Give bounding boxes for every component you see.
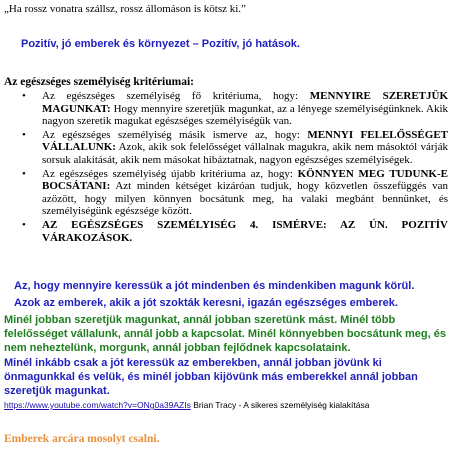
- blue-paragraph-1: Az, hogy mennyire keressük a jót mindenben és mindenkiben magunk körül.: [14, 280, 415, 292]
- criteria-keyword: MENNYI FELELŐSSÉGET VÁLLALUNK:: [42, 128, 448, 154]
- blue-paragraph-3: Minél inkább csak a jót keressük az emberekben, annál jobban jövünk ki önmagunkkal és velük, és minél jobban kijövünk más emberekkel annál jobban szeretjük magunkat.: [4, 357, 418, 397]
- criteria-keyword: KÖNNYEN MEG TUDUNK-E BOCSÁTANI:: [42, 167, 448, 193]
- criteria-list: [20, 90, 448, 245]
- criteria-item: [20, 168, 448, 218]
- criteria-keyword: AZ EGÉSZSÉGES SZEMÉLYISÉG 4. ISMÉRVE: AZ ÚN. POZITÍV VÁRAKOZÁSOK.: [42, 218, 448, 244]
- criteria-text: Azok, akik sok felelősséget vállalnak magukra, akik nem másoktól várják sorsuk alakítását, akik nem másokat hibáztatnak, nagyon egészséges személyiségek.: [42, 141, 448, 166]
- bullet-icon: •: [22, 167, 26, 180]
- criteria-item: [20, 219, 448, 244]
- criteria-intro: Az egészséges személyiség másik ismerve az, hogy:: [42, 128, 308, 141]
- subtitle: Pozitív, jó emberek és környezet – Pozitív, jó hatások.: [21, 38, 300, 50]
- criteria-text: Azt minden kétséget kizáróan tudjuk, hogy közvetlen összefüggés van azözött, hogy milyen könnyen bocsátunk meg, ha valaki megbánt bennünket, és személyiségünk egészsége között.: [42, 180, 448, 218]
- green-paragraph: Minél jobban szeretjük magunkat, annál jobban szeretünk mást. Minél több felelősséget vállalunk, annál jobb a kapcsolat. Minél könnyebben bocsátunk meg, és nem neheztelünk, morgunk, annál jobban fejlődnek kapcsolataink.: [4, 314, 446, 354]
- bullet-icon: •: [22, 218, 26, 231]
- video-link[interactable]: https://www.youtube.com/watch?v=ONg0a39AZIs: [4, 400, 191, 410]
- video-caption: Brian Tracy - A sikeres személyiség kialakítása: [190, 400, 370, 410]
- bullet-icon: •: [22, 128, 26, 141]
- bullet-icon: •: [22, 90, 26, 102]
- closing-line: Emberek arcára mosolyt csalni.: [4, 433, 160, 445]
- criteria-item: [20, 129, 448, 167]
- criteria-heading: Az egészséges személyiség kritériumai:: [4, 76, 194, 88]
- criteria-keyword: MENNYIRE SZERETJÜK MAGUNKAT:: [42, 90, 448, 115]
- video-reference: [4, 400, 369, 410]
- criteria-intro: Az egészséges személyiség fő kritériuma, hogy:: [42, 90, 310, 102]
- blue-paragraph-2: Azok az emberek, akik a jót szokták keresni, igazán egészséges emberek.: [14, 297, 398, 309]
- criteria-item: [20, 90, 448, 128]
- criteria-text: Hogy mennyire szeretjük magunkat, az a lényege személyiségünknek. Akik nagyon szeretik magukat egészséges személyiségük van.: [42, 102, 448, 128]
- quote-line: „Ha rossz vonatra szállsz, rossz állomáson is kötsz ki.”: [4, 3, 246, 15]
- criteria-intro: Az egészséges személyiség újabb kritériuma az, hogy:: [42, 167, 298, 180]
